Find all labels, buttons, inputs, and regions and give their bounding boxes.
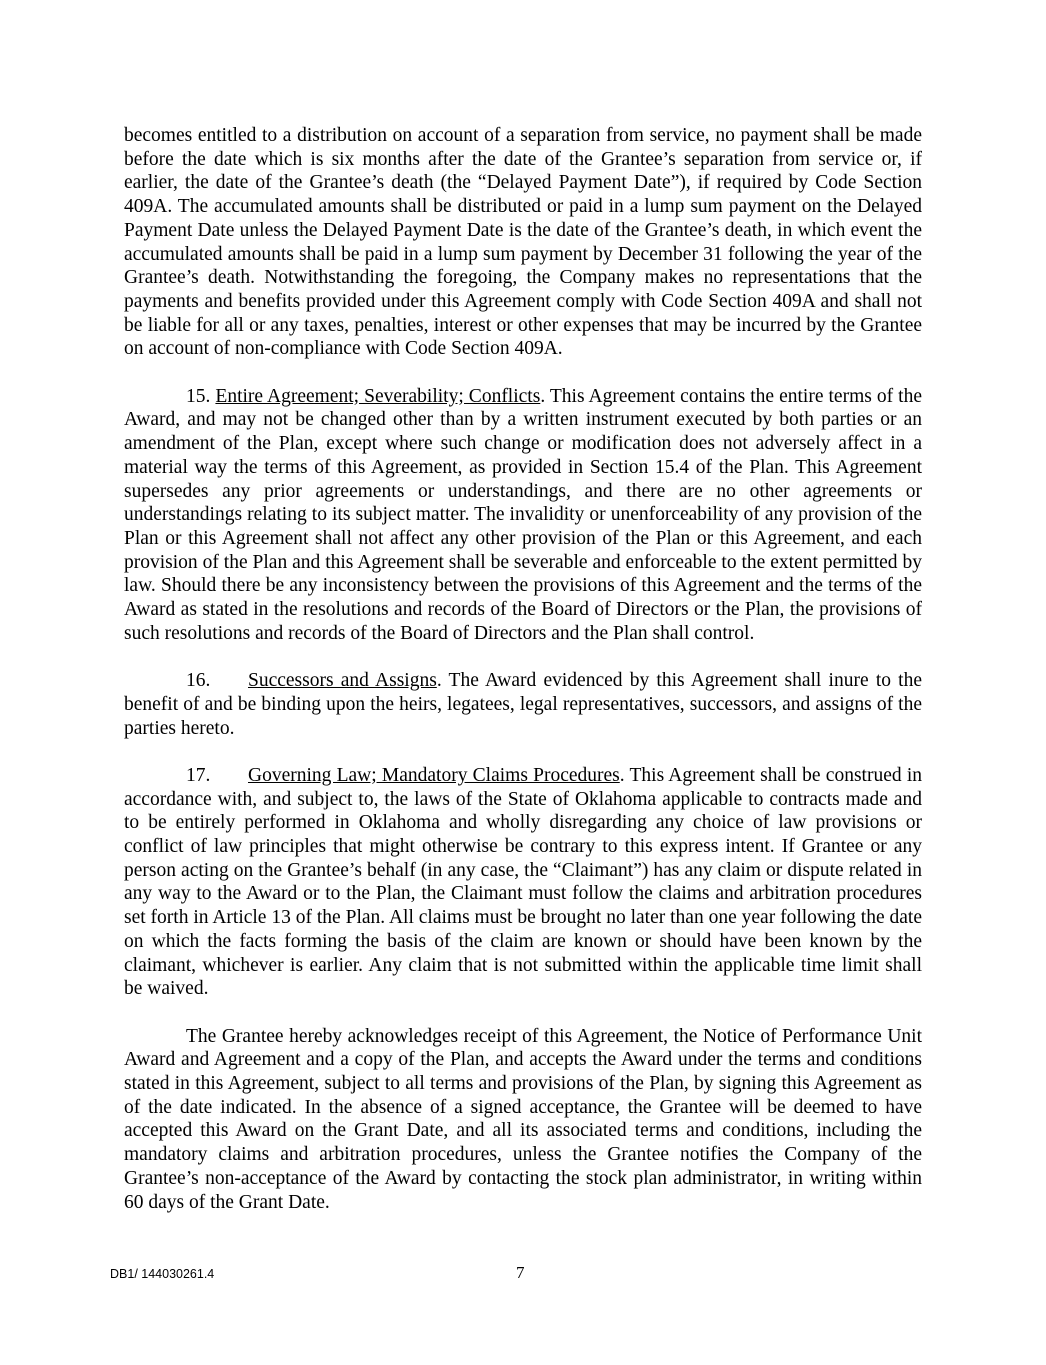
section-16-heading: Successors and Assigns bbox=[248, 670, 437, 692]
section-15-heading: Entire Agreement; Severability; Conflicts bbox=[215, 385, 541, 407]
paragraph-continuation: becomes entitled to a distribution on account of a separation from service, no payment shall be made before the date which is six months after the date of the Grantee’s separation from service or, if earlier, the date of the Grantee’s death (the “Delayed Payment Date”), if required by Code Section 409A. The accumulated amounts shall be distributed or paid in a lump sum payment on the Delayed Payment Date unless the Delayed Payment Date is the date of the Grantee’s death, in which event the accumulated amounts shall be paid in a lump sum payment by December 31 following the year of the Grantee’s death. Notwithstanding the foregoing, the Company makes no representations that the payments and benefits provided under this Agreement comply with Code Section 409A and shall not be liable for all or any taxes, penalties, interest or other expenses that may be incurred by the Grantee on account of non-compliance with Code Section 409A. bbox=[124, 125, 922, 360]
section-16-number: 16. bbox=[186, 670, 211, 692]
section-17-number: 17. bbox=[186, 764, 211, 786]
section-15 bbox=[124, 385, 922, 646]
footer-page-number: 7 bbox=[516, 1263, 525, 1282]
section-16 bbox=[124, 669, 922, 740]
section-16-body: . The Award evidenced by this Agreement shall inure to the benefit of and be binding upon the heirs, legatees, legal representatives, successors, and assigns of the parties hereto. bbox=[124, 670, 923, 739]
section-17-body: . This Agreement shall be construed in accordance with, and subject to, the laws of the State of Oklahoma applicable to contracts made and to be entirely performed in Oklahoma and wholly disregarding any choice of law provisions or conflict of law principles that might otherwise be contrary to this express intent. If Grantee or any person acting on the Grantee’s behalf (in any case, the “Claimant”) has any claim or dispute related in any way to the Award or to the Plan, the Claimant must follow the claims and arbitration procedures set forth in Article 13 of the Plan. All claims must be brought no later than one year following the date on which the facts forming the basis of the claim are known or should have been known by the claimant, whichever is earlier. Any claim that is not submitted within the applicable time limit shall be waived. bbox=[124, 764, 922, 1000]
acknowledgment-paragraph: The Grantee hereby acknowledges receipt of this Agreement, the Notice of Performance Unit Award and Agreement and a copy of the Plan, and accepts the Award under the terms and conditions stated in this Agreement, subject to all terms and provisions of the Plan, by signing this Agreement as of the date indicated. In the absence of a signed acceptance, the Grantee will be deemed to have accepted this Award on the Grant Date, and all its associated terms and conditions, including the mandatory claims and arbitration procedures, unless the Grantee notifies the Company of the Grantee’s non-acceptance of the Award by contacting the stock plan administrator, in writing within 60 days of the Grant Date. bbox=[124, 1025, 922, 1213]
section-17 bbox=[124, 764, 922, 1001]
footer-document-id: DB1/ 144030261.4 bbox=[110, 1267, 215, 1281]
section-15-number: 15. bbox=[186, 385, 211, 407]
section-17-heading: Governing Law; Mandatory Claims Procedures bbox=[248, 764, 620, 786]
section-15-body: . This Agreement contains the entire terms of the Award, and may not be changed other than by a written instrument executed by both parties or an amendment of the Plan, except where such change or modification does not adversely affect in a material way the terms of this Agreement, as provided in Section 15.4 of the Plan. This Agreement supersedes any prior agreements or understandings, and there are no other agreements or understandings relating to its subject matter. The invalidity or unenforceability of any provision of the Plan or this Agreement shall not affect any other provision of the Plan or this Agreement, and each provision of the Plan and this Agreement shall be severable and enforceable to the extent permitted by law. Should there be any inconsistency between the provisions of this Agreement and the terms of the Award as stated in the resolutions and records of the Board of Directors or the Plan, the provisions of such resolutions and records of the Board of Directors and the Plan shall control. bbox=[124, 385, 922, 644]
document-body bbox=[124, 124, 922, 1238]
